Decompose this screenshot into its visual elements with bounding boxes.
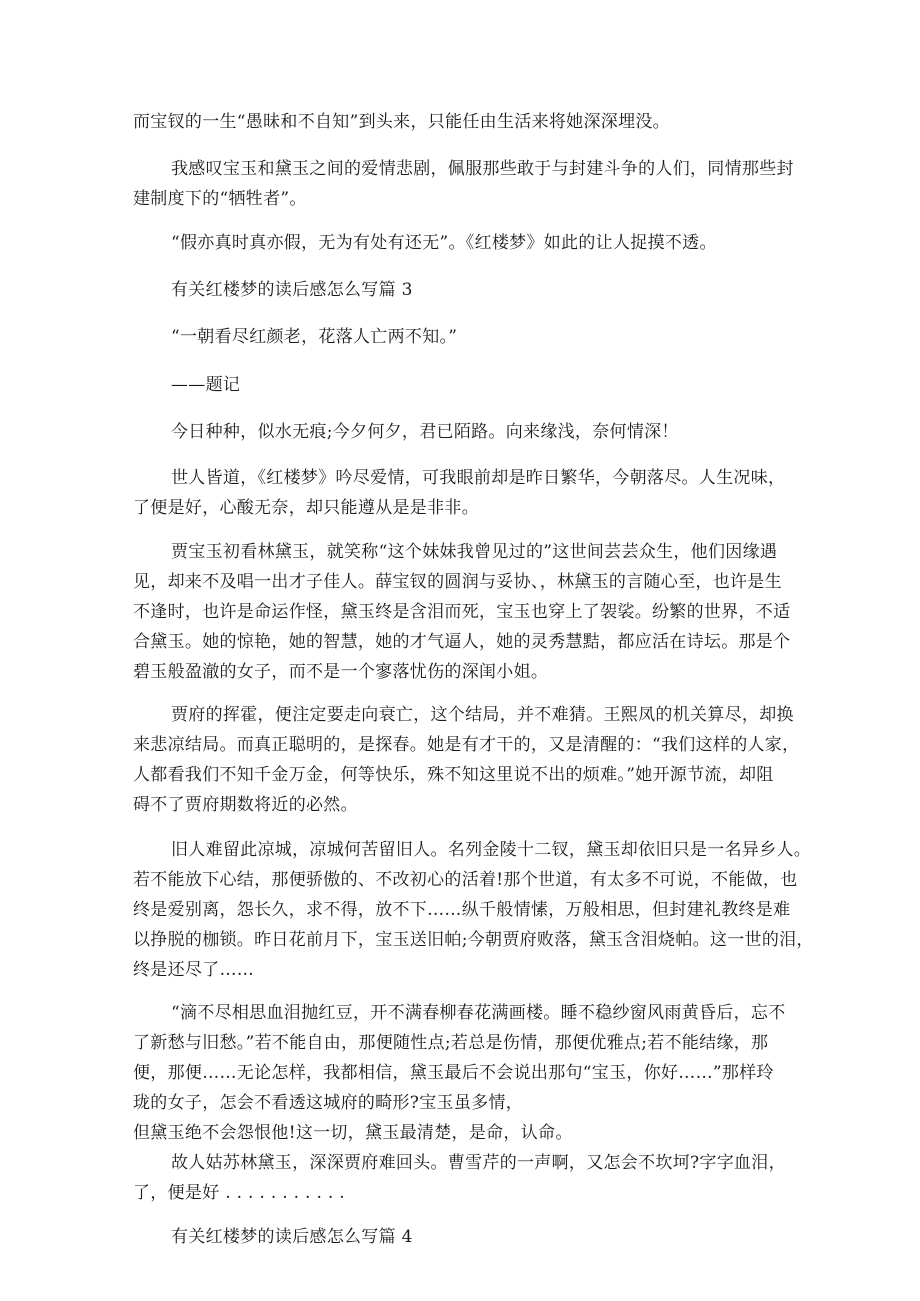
text-line: 不逢时，也许是命运作怪，黛玉终是含泪而死，宝玉也穿上了袈裟。纷繁的世界，不适	[133, 602, 791, 622]
text-line: 有关红楼梦的读后感怎么写篇 3	[171, 280, 413, 300]
text-line: 建制度下的“牺牲者”。	[133, 189, 307, 209]
text-line: 来悲凉结局。而真正聪明的，是探春。她是有才干的，又是清醒的：“我们这样的人家，	[133, 735, 800, 755]
paragraph-1	[133, 107, 773, 137]
text-line: 碧玉般盈澈的女子，而不是一个寥落忧伤的深闺小姐。	[133, 662, 549, 682]
text-line: 终是爱别离，怨长久，求不得，放不下……纵千般情愫，万般相思，但封建礼教终是难	[133, 900, 791, 920]
text-line: 终是还尽了……	[133, 960, 255, 980]
text-line: 故人姑苏林黛玉，深深贾府难回头。曹雪芹的一声啊，又怎会不坎坷?字字血泪，	[171, 1153, 786, 1173]
text-line: 有关红楼梦的读后感怎么写篇 4	[171, 1227, 413, 1247]
text-line: 旧人难留此凉城，凉城何苦留旧人。名列金陵十二钗，黛玉却依旧只是一名异乡人。	[171, 840, 812, 860]
section-heading-4	[133, 1222, 773, 1252]
paragraph-8	[133, 835, 814, 985]
text-line: 合黛玉。她的惊艳，她的智慧，她的才气逼人，她的灵秀慧黠，都应活在诗坛。那是个	[133, 632, 791, 652]
text-line: 人都看我们不知千金万金，何等快乐，殊不知这里说不出的烦难。”她开源节流，却阻	[133, 765, 774, 785]
section-heading-3	[133, 275, 773, 305]
text-line: 见，却来不及唱一出才子佳人。薛宝钗的圆润与妥协、，林黛玉的言随心至，也许是生	[133, 572, 782, 592]
text-line: 碍不了贾府期数将近的必然。	[133, 795, 358, 815]
paragraph-9	[133, 998, 786, 1148]
text-line: 了便是好，心酸无奈，却只能遵从是是非非。	[133, 498, 479, 518]
text-line: 我感叹宝玉和黛玉之间的爱情悲剧，佩服那些敢于与封建斗争的人们，同情那些封	[171, 159, 794, 179]
text-line: 便，那便……无论怎样，我都相信，黛玉最后不会说出那句“宝玉，你好……”那样玲	[133, 1063, 774, 1083]
text-line: 以挣脱的枷锁。昨日花前月下，宝玉送旧帕;今朝贾府败落，黛玉含泪烧帕。这一世的泪，	[133, 930, 814, 950]
epigraph-label	[133, 370, 773, 400]
epigraph-quote	[133, 322, 773, 352]
paragraph-10	[133, 1148, 786, 1208]
text-line: 了新愁与旧愁。”若不能自由，那便随性点;若总是伤情，那便优雅点;若不能结缘，那	[133, 1033, 769, 1053]
paragraph-6	[133, 537, 791, 687]
paragraph-4	[133, 417, 773, 447]
text-line: 了，便是好 . . . . . . . . . . .	[133, 1183, 345, 1203]
text-line: 而宝钗的一生“愚昧和不自知”到头来，只能任由生活来将她深深埋没。	[133, 112, 670, 132]
text-line: “一朝看尽红颜老，花落人亡两不知。”	[171, 327, 458, 347]
text-line: 若不能放下心结，那便骄傲的、不改初心的活着!那个世道，有太多不可说，不能做，也	[133, 870, 798, 890]
text-line: 贾宝玉初看林黛玉，就笑称“这个妹妹我曾见过的”这世间芸芸众生，他们因缘遇	[171, 542, 778, 562]
text-line: “滴不尽相思血泪抛红豆，开不满春柳春花满画楼。睡不稳纱窗风雨黄昏后，忘不	[171, 1003, 786, 1023]
text-line: 今日种种，似水无痕;今夕何夕，君已陌路。向来缘浅，奈何情深！	[171, 422, 679, 442]
paragraph-7	[133, 700, 800, 820]
text-line: 珑的女子，怎会不看透这城府的畸形?宝玉虽多情，	[133, 1093, 524, 1113]
text-line: ——题记	[171, 375, 241, 395]
text-line: 但黛玉绝不会怨恨他!这一切，黛玉最清楚，是命，认命。	[133, 1123, 573, 1143]
paragraph-3	[133, 228, 773, 258]
paragraph-2	[133, 154, 794, 214]
text-line: 世人皆道，《红楼梦》吟尽爱情，可我眼前却是昨日繁华，今朝落尽。人生况味，	[171, 468, 786, 488]
text-line: “假亦真时真亦假，无为有处有还无”。《红楼梦》如此的让人捉摸不透。	[171, 233, 717, 253]
text-line: 贾府的挥霍，便注定要走向衰亡，这个结局，并不难猜。王熙凤的机关算尽，却换	[171, 705, 794, 725]
paragraph-5	[133, 463, 786, 523]
